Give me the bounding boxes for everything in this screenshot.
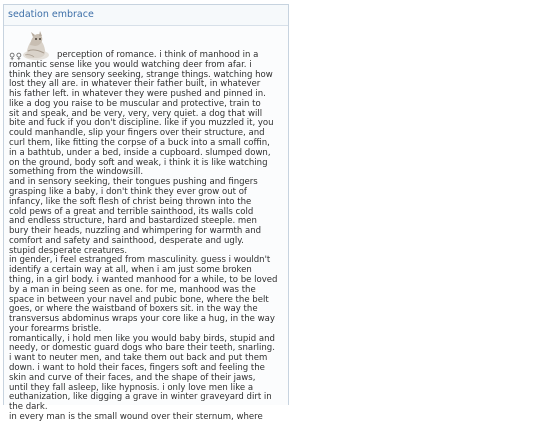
body-line: something from the windowsill. <box>9 167 144 178</box>
body-line: in every man is the small wound over their sternum, where <box>9 411 263 422</box>
body-line: grasping like a baby, i don't think they ever grow out of <box>9 186 247 197</box>
body-line: and endless structure, hard and bastardized steeple. men <box>9 216 257 227</box>
body-line: like a dog you raise to be muscular and protective, train to <box>9 98 261 109</box>
body-line: skin and curve of their faces, and the shape of their jaws, <box>9 372 256 383</box>
body-line: in gender, i feel estranged from masculinity. guess i wouldn't <box>9 255 271 266</box>
body-line: needy, or domestic guard dogs who bare their teeth, snarling. <box>9 343 275 354</box>
body-line: perception of romance. i think of manhood in a <box>57 50 259 60</box>
body-line: bite and fuck if you don't discipline. like if you muzzled it, you <box>9 118 274 129</box>
body-line: thing, in a girl body. i wanted manhood for a while, to be loved <box>9 274 278 285</box>
body-line: cold pews of a great and terrible sainthood, its walls cold <box>9 206 254 217</box>
body-line: identify a certain way at all, when i am just some broken <box>9 265 252 276</box>
body-line: lost they all are. in whatever their father built, in whatever <box>9 79 261 90</box>
body-line: in a bathtub, under a bed, inside a cupboard. slumped down, <box>9 147 271 158</box>
body-line: space in between your navel and pubic bone, where the belt <box>9 294 269 305</box>
mood-icon: ♀♀ <box>9 52 23 62</box>
body-line: by a man in being seen as one. for me, manhood was the <box>9 284 256 295</box>
body-line: infancy, like the soft flesh of christ being thrown into the <box>9 196 252 207</box>
body-line: until they fall asleep, like hypnosis. i only love men like a <box>9 382 254 393</box>
body-line: sit and speak, and be very, very, very quiet. a dog that will <box>9 108 263 119</box>
body-line: down. i want to hold their faces, fingers soft and feeling the <box>9 363 265 373</box>
blog-post <box>3 4 289 422</box>
post-title-bar <box>4 5 288 26</box>
body-line: i want to neuter men, and take them out back and put them <box>9 353 268 364</box>
body-line: transversus abdominus wraps your core like a hug, in the way <box>9 314 275 325</box>
body-line: stupid desperate creatures. <box>9 245 128 256</box>
body-line: his father left. in whatever they were pushed and pinned in. <box>9 89 266 100</box>
body-line: on the ground, body soft and weak, i think it is like watching <box>9 157 268 168</box>
post-title[interactable]: sedation embrace <box>8 9 94 20</box>
body-line: curl them, like fitting the corpse of a buck into a small coffin, <box>9 138 270 149</box>
body-line: euthanization, like digging a grave in winter graveyard dirt in <box>9 392 272 403</box>
body-line: your forearms bristle. <box>9 323 102 334</box>
body-line: and in sensory seeking, their tongues pushing and fingers <box>9 177 258 188</box>
body-line: bury their heads, nuzzling and whimpering for warmth and <box>9 226 262 237</box>
body-line: romantically, i hold men like you would baby birds, stupid and <box>9 333 275 344</box>
body-line: think they are sensory seeking, strange things. watching how <box>9 69 273 80</box>
post-body <box>9 51 291 423</box>
body-line: the dark. <box>9 402 48 413</box>
body-line: could manhandle, slip your fingers over their structure, and <box>9 128 265 139</box>
body-line: goes, or where the waistband of boxers sit. in the way the <box>9 304 258 315</box>
body-line: comfort and safety and sainthood, desperate and ugly. <box>9 235 244 246</box>
body-line: romantic sense like you would watching deer from afar. i <box>9 59 252 70</box>
